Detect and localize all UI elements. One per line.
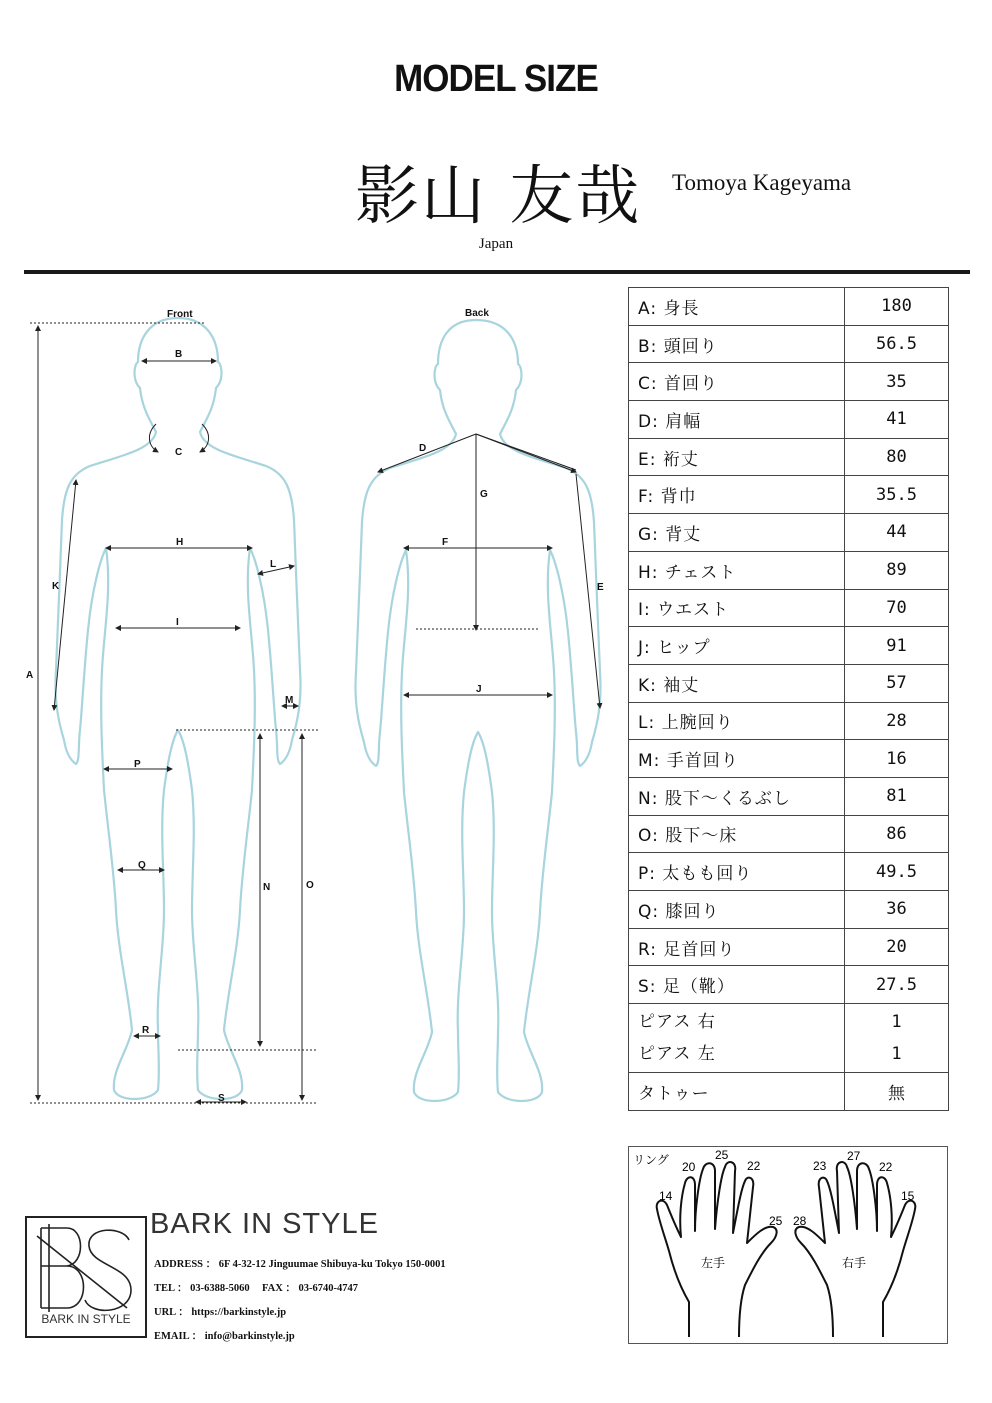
- right-ring-finger-size: 22: [879, 1160, 893, 1174]
- left-hand-label: 左手: [701, 1256, 726, 1270]
- measurement-value: 91: [845, 627, 949, 665]
- measurement-label: A: 身長: [629, 288, 845, 326]
- measurement-value: 57: [845, 664, 949, 702]
- measurement-row: [629, 928, 949, 966]
- right-hand-label: 右手: [842, 1256, 867, 1270]
- page-title: MODEL SIZE: [394, 58, 598, 100]
- left-ring-finger-size: 20: [682, 1160, 696, 1174]
- measurement-row: [629, 325, 949, 363]
- left-index-finger-size: 22: [747, 1159, 761, 1173]
- marker-h: H: [176, 537, 184, 548]
- measurement-row: [629, 815, 949, 853]
- logo-caption: BARK IN STYLE: [41, 1312, 131, 1326]
- company-url[interactable]: URL ： https://barkinstyle.jp: [154, 1307, 287, 1318]
- marker-b: B: [175, 349, 183, 360]
- measurement-value: 81: [845, 777, 949, 815]
- ring-title: リング: [633, 1153, 669, 1167]
- measurement-label: H: チェスト: [629, 551, 845, 589]
- right-index-finger-size: 23: [813, 1159, 827, 1173]
- left-hand-outline: [657, 1162, 777, 1337]
- measurement-label: P: 太もも回り: [629, 853, 845, 891]
- marker-j: J: [476, 684, 482, 695]
- measurement-value: 89: [845, 551, 949, 589]
- measurement-label: D: 肩幅: [629, 401, 845, 439]
- measurement-label: M: 手首回り: [629, 740, 845, 778]
- model-name-japanese: 影山 友哉: [355, 160, 642, 234]
- hands-diagram: [629, 1147, 949, 1345]
- measurement-value: 70: [845, 589, 949, 627]
- measurement-row: [629, 664, 949, 702]
- marker-o: O: [306, 880, 314, 891]
- piercing-right-label: ピアス 右: [638, 1012, 716, 1033]
- marker-a: A: [26, 670, 34, 681]
- measurement-value: 28: [845, 702, 949, 740]
- front-view-label: Front: [167, 309, 193, 320]
- tattoo-label: タトゥー: [629, 1073, 845, 1111]
- measurement-label: G: 背丈: [629, 514, 845, 552]
- measurement-value: 35.5: [845, 476, 949, 514]
- measurement-row: [629, 702, 949, 740]
- measurement-label: Q: 膝回り: [629, 891, 845, 929]
- measurement-value: 41: [845, 401, 949, 439]
- marker-l: L: [270, 559, 277, 570]
- measurement-label: L: 上腕回り: [629, 702, 845, 740]
- right-thumb-size: 28: [793, 1214, 807, 1228]
- right-pinky-size: 15: [901, 1189, 915, 1203]
- measurement-label: N: 股下～くるぶし: [629, 777, 845, 815]
- body-measurement-diagram: [0, 290, 620, 1120]
- measurement-label: S: 足（靴）: [629, 966, 845, 1004]
- marker-g: G: [480, 489, 488, 500]
- front-body-outline: [55, 318, 300, 1099]
- measurement-label: B: 頭回り: [629, 325, 845, 363]
- measurement-label: C: 首回り: [629, 363, 845, 401]
- marker-q: Q: [138, 860, 146, 871]
- right-hand-outline: [795, 1162, 915, 1337]
- measurement-row: [629, 891, 949, 929]
- company-address: ADDRESS ： 6F 4-32-12 Jinguumae Shibuya-ku Tokyo 150-0001: [154, 1259, 446, 1270]
- marker-i: I: [176, 617, 179, 628]
- model-country: Japan: [478, 236, 514, 252]
- back-view-label: Back: [465, 308, 489, 319]
- measurement-row: [629, 777, 949, 815]
- measurement-row: [629, 589, 949, 627]
- measurement-label: F: 背巾: [629, 476, 845, 514]
- piercing-right-value: 1: [891, 1012, 902, 1033]
- measurement-value: 180: [845, 288, 949, 326]
- measurement-value: 49.5: [845, 853, 949, 891]
- measurement-label: E: 裄丈: [629, 438, 845, 476]
- marker-p: P: [134, 759, 141, 770]
- measurement-row: [629, 363, 949, 401]
- measurement-label: O: 股下～床: [629, 815, 845, 853]
- back-body-outline: [355, 320, 600, 1101]
- right-middle-finger-size: 27: [847, 1149, 861, 1163]
- left-middle-finger-size: 25: [715, 1148, 729, 1162]
- ring-size-panel: [628, 1146, 948, 1344]
- measurement-row: [629, 438, 949, 476]
- piercing-left-value: 1: [891, 1044, 902, 1065]
- measurement-value: 27.5: [845, 966, 949, 1004]
- measurement-value: 36: [845, 891, 949, 929]
- measurement-row: [629, 476, 949, 514]
- company-brand-name: BARK IN STYLE: [150, 1208, 379, 1240]
- company-tel: TEL ： 03-6388-5060: [154, 1283, 250, 1294]
- measurement-row: [629, 966, 949, 1004]
- marker-s: S: [218, 1093, 225, 1104]
- measurement-value: 35: [845, 363, 949, 401]
- measurement-row: [629, 288, 949, 326]
- marker-d: D: [419, 443, 427, 454]
- company-fax: FAX ： 03-6740-4747: [262, 1283, 359, 1294]
- measurement-row: [629, 551, 949, 589]
- measurement-label: I: ウエスト: [629, 589, 845, 627]
- model-name-english: Tomoya Kageyama: [672, 170, 852, 195]
- measurement-value: 20: [845, 928, 949, 966]
- piercing-row: [629, 1004, 949, 1073]
- company-logo: [25, 1216, 147, 1338]
- measurement-label: R: 足首回り: [629, 928, 845, 966]
- marker-e: E: [597, 582, 604, 593]
- tattoo-value: 無: [845, 1073, 949, 1111]
- measurement-row: [629, 627, 949, 665]
- company-email[interactable]: EMAIL ： info@barkinstyle.jp: [154, 1331, 295, 1342]
- header-divider: [24, 270, 970, 274]
- measurement-label: J: ヒップ: [629, 627, 845, 665]
- measurement-row: [629, 514, 949, 552]
- marker-c: C: [175, 447, 183, 458]
- measurement-value: 56.5: [845, 325, 949, 363]
- piercing-left-label: ピアス 左: [638, 1044, 716, 1065]
- left-thumb-size: 25: [769, 1214, 783, 1228]
- measurement-table: [628, 287, 949, 1111]
- measurement-row: [629, 853, 949, 891]
- marker-r: R: [142, 1025, 150, 1036]
- measurement-value: 80: [845, 438, 949, 476]
- measurement-row: [629, 740, 949, 778]
- measurement-label: K: 袖丈: [629, 664, 845, 702]
- measurement-value: 44: [845, 514, 949, 552]
- marker-f: F: [442, 537, 449, 548]
- marker-n: N: [263, 882, 271, 893]
- tattoo-row: [629, 1073, 949, 1111]
- marker-m: M: [285, 695, 294, 706]
- measurement-value: 16: [845, 740, 949, 778]
- measurement-row: [629, 401, 949, 439]
- marker-k: K: [52, 581, 60, 592]
- measurement-value: 86: [845, 815, 949, 853]
- left-pinky-size: 14: [659, 1189, 673, 1203]
